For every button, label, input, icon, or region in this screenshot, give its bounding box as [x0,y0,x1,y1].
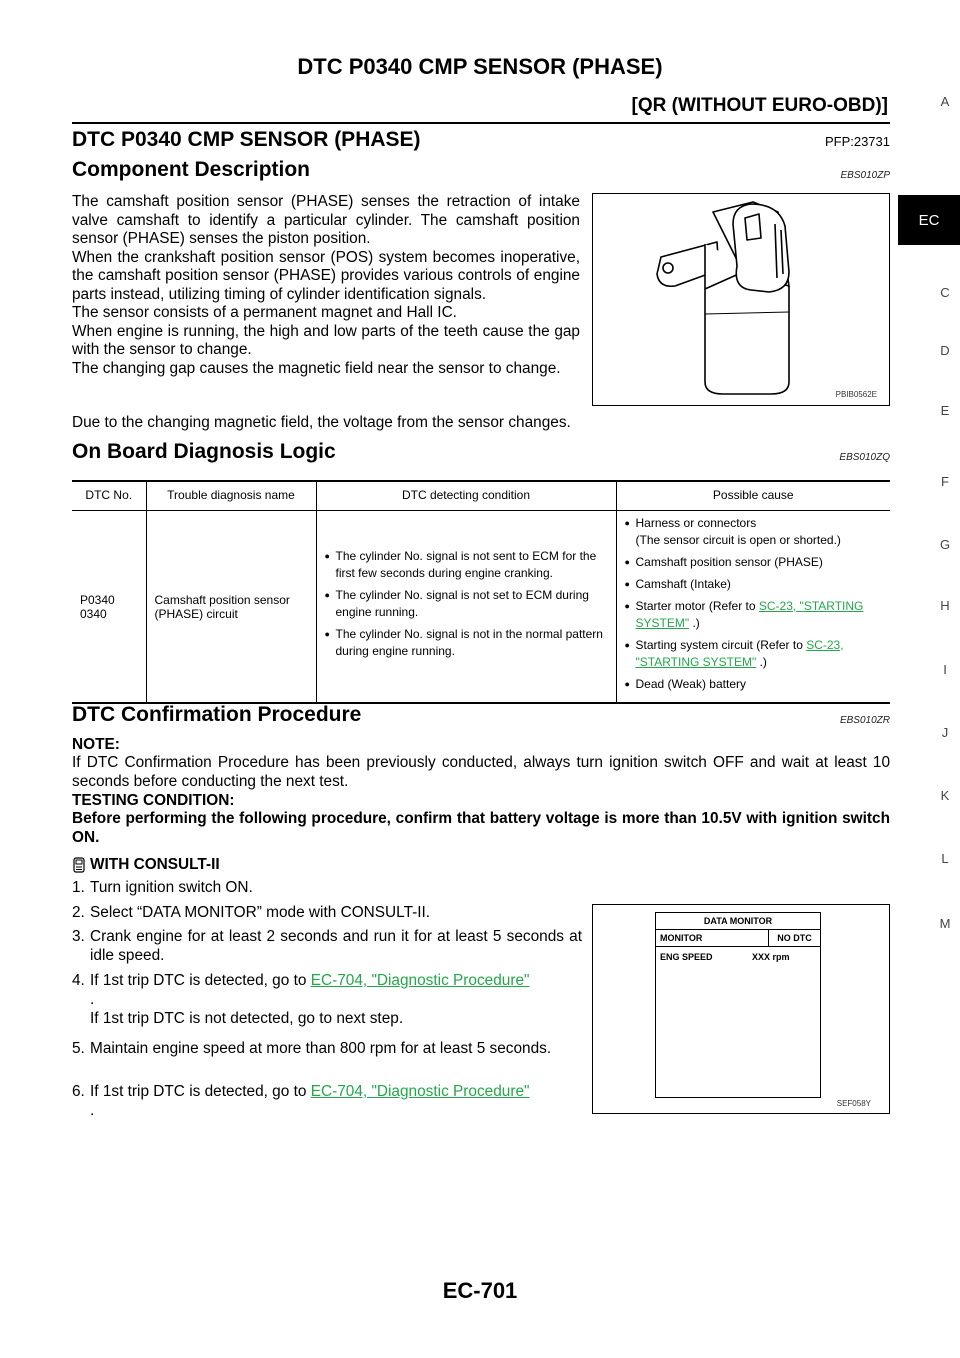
side-index-c[interactable]: C [940,285,950,300]
cause-text: Starting system circuit (Refer to [635,638,807,652]
data-monitor-row [656,947,820,967]
cell-dtc-no [72,511,146,704]
heading-dtc-confirmation-procedure: DTC Confirmation Procedure [72,703,362,726]
step-2: 2. Select “DATA MONITOR” mode with CONSULT-II. [72,904,431,921]
dtc-number-alt: 0340 [80,606,107,621]
component-para-4: When engine is running, the high and low parts of the teeth cause the gap with the sensor to change. [72,322,580,358]
component-para-5: The changing gap causes the magnetic field near the sensor to change. [72,359,561,377]
step-5: 5. Maintain engine speed at more than 800 rpm for at least 5 seconds. [72,1040,552,1057]
sensor-figure-label: PBIB0562E [835,390,877,399]
table-row [72,511,890,704]
step-text: If 1st trip DTC is not detected, go to next step. [90,1010,404,1027]
cause-item [625,598,883,632]
dtc-logic-table [72,480,890,704]
code-dtc-confirmation: EBS010ZR [839,715,890,726]
cause-item: ● Camshaft (Intake) [625,576,883,593]
side-index-e[interactable]: E [940,403,950,418]
col-dtc-no: DTC No. [72,481,146,511]
running-header-title: DTC P0340 CMP SENSOR (PHASE) [297,54,663,79]
link-sc-23-starting-system[interactable]: SC-23, "STARTING SYSTEM" [635,638,844,669]
cell-trouble-name: Camshaft position sensor (PHASE) circuit [146,511,316,704]
side-tab-ec[interactable]: EC [898,195,960,245]
col-possible-cause: Possible cause [616,481,890,511]
data-monitor-title: DATA MONITOR [656,913,820,930]
component-description-text [72,193,580,378]
side-index-d[interactable]: D [940,343,950,358]
step-text: If 1st trip DTC is detected, go to [90,972,311,989]
link-ec-704-diagnostic-procedure[interactable]: EC-704, "Diagnostic Procedure" [310,1083,530,1100]
step-1: 1. Turn ignition switch ON. [72,879,253,896]
page-number: EC-701 [442,1278,518,1303]
component-para-6: Due to the changing magnetic field, the voltage from the sensor changes. [72,414,571,431]
step-6: 6. If 1st trip DTC is detected, go to EC-704, "Diagnostic Procedure" . [72,1082,590,1120]
cause-text: (The sensor circuit is open or shorted.) [635,533,841,547]
step-text: Turn ignition switch ON. [90,879,253,896]
side-index-k[interactable]: K [940,788,950,803]
step-text: Crank engine for at least 2 seconds and run it for at least 5 seconds at idle speed. [90,928,582,964]
testing-condition-text: Before performing the following procedure, confirm that battery voltage is more than 10.5V with ignition switch ON. [72,810,890,846]
link-ec-704-diagnostic-procedure[interactable]: EC-704, "Diagnostic Procedure" [310,972,530,989]
step-text: . [90,991,95,1008]
code-component-description: EBS010ZP [840,170,890,181]
code-on-board-diagnosis: EBS010ZQ [839,452,890,463]
sensor-figure [592,193,890,406]
cell-condition [316,511,616,704]
running-header-subtitle: [QR (WITHOUT EURO-OBD)] [631,95,888,116]
data-monitor-value: XXX rpm [752,952,790,962]
side-index-a[interactable]: A [940,94,950,109]
consult-tool-icon [72,857,86,873]
data-monitor-col-monitor: MONITOR [656,930,769,946]
side-index-j[interactable]: J [941,725,949,740]
component-para-3: The sensor consists of a permanent magnet and Hall IC. [72,304,457,321]
cause-text: Starter motor (Refer to [635,599,759,613]
with-consult-ii [72,856,220,874]
cause-item: ● Camshaft position sensor (PHASE) [625,554,883,571]
data-monitor-eng-speed: ENG SPEED [660,952,713,962]
cause-text: .) [689,616,700,630]
cause-item: ● Dead (Weak) battery [625,676,883,693]
step-4: 4. If 1st trip DTC is detected, go to EC-704, "Diagnostic Procedure" . If 1st trip DTC is not detected, go to next step. [72,971,590,1028]
side-index-h[interactable]: H [940,598,950,613]
table-header-row [72,481,890,511]
data-monitor-screen [655,912,821,1098]
data-monitor-figure [592,904,890,1114]
col-trouble-diagnosis-name: Trouble diagnosis name [146,481,316,511]
condition-item: ● The cylinder No. signal is not set to ECM during engine running. [325,587,608,621]
side-index-m[interactable]: M [939,916,951,931]
cause-item [625,637,883,671]
step-text: If 1st trip DTC is detected, go to [90,1083,311,1100]
note-label: NOTE: [72,736,120,753]
cell-possible-cause [616,511,890,704]
link-sc-23-starting-system[interactable]: SC-23, "STARTING SYSTEM" [635,599,864,630]
component-para-2: When the crankshaft position sensor (POS) system becomes inoperative, the camshaft position sensor (PHASE) provides various controls of engine parts instead, utilizing timing of cylinder identification signals. [72,248,580,303]
section-title: DTC P0340 CMP SENSOR (PHASE) [72,128,421,151]
col-dtc-detecting-condition: DTC detecting condition [316,481,616,511]
condition-item: ● The cylinder No. signal is not sent to ECM for the first few seconds during engine cranking. [325,548,608,582]
heading-on-board-diagnosis-logic: On Board Diagnosis Logic [72,440,336,463]
step-text: Select “DATA MONITOR” mode with CONSULT-II. [90,904,431,921]
data-monitor-figure-label: SEF058Y [836,1099,871,1108]
camshaft-sensor-illustration [593,194,888,403]
data-monitor-header [656,930,820,947]
cause-text: .) [756,655,767,669]
header-rule [72,122,890,124]
with-consult-label: WITH CONSULT-II [90,856,220,873]
note-text: If DTC Confirmation Procedure has been previously conducted, always turn ignition switch OFF and wait at least 10 seconds before conducting the next test. [72,754,890,790]
side-index-l[interactable]: L [941,851,949,866]
data-monitor-col-no-dtc: NO DTC [777,933,812,943]
component-para-1: The camshaft position sensor (PHASE) senses the retraction of intake valve camshaft to identify a particular cylinder. The camshaft position sensor (PHASE) senses the piston position. [72,193,580,247]
condition-item: ● The cylinder No. signal is not in the normal pattern during engine running. [325,626,608,660]
cause-text: Harness or connectors [635,516,757,530]
testing-condition-label: TESTING CONDITION: [72,792,235,809]
step-text: Maintain engine speed at more than 800 rpm for at least 5 seconds. [90,1040,552,1057]
heading-component-description: Component Description [72,158,311,181]
side-index-i[interactable]: I [943,662,947,677]
cause-item [625,515,883,549]
step-3: 3. Crank engine for at least 2 seconds and run it for at least 5 seconds at idle speed. [72,928,582,964]
pfp-code: PFP:23731 [824,134,890,149]
step-text: . [90,1102,95,1119]
dtc-number: P0340 [80,592,115,607]
side-index-g[interactable]: G [939,537,951,552]
side-index-f[interactable]: F [941,474,949,489]
